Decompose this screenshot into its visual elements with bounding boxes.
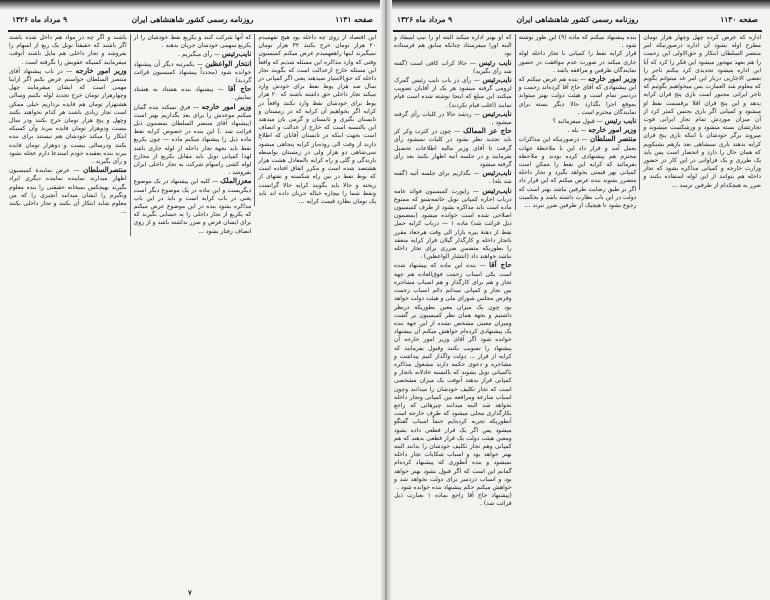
paragraph: [519, 75, 637, 117]
paragraph-text: که او بهتر اداره میکند البته او را تیپ لمیفاد و البته اورا میفرستاد چنانکه سابق هم فرستاده بود: [393, 34, 512, 58]
paragraph-text: (پیشنهاد حاج آقا راجع بماده ۱ بعبارت ذیل قرائت شد) .: [393, 492, 512, 508]
speaker-name: وزیر امور خارجه: [201, 101, 252, 111]
paragraph: [134, 34, 252, 50]
text-column: [391, 34, 515, 509]
columns: [391, 34, 764, 509]
paragraph-text: — بله .: [567, 127, 587, 135]
speaker-name: وزیر امور خارجه: [588, 74, 637, 84]
paragraph: [134, 60, 252, 86]
newspaper-title: روزنامه رسمی کشور شاهنشاهی ایران: [131, 15, 254, 24]
speaker-name: نایب‌رئیس: [482, 108, 512, 118]
text-column: [6, 34, 130, 216]
speaker-name: وزیر امور خارجه: [75, 65, 127, 75]
speaker-name: وزیر امور خارجه: [588, 125, 637, 135]
paragraph: [134, 103, 252, 178]
paragraph: [519, 50, 637, 75]
paragraph: [394, 76, 512, 110]
paragraph-text: این اقتصاد از روی چه داخله بود هیچ نفهمیدم ۲۰ هزار تومان خرج بکنند ۳۲ هزار تومان نمیگیرند اینها راهفهمیدم عرض میکنم کمیسیون وقتی که وارد مذاکره این مسئله شدیم که واقعاً این مسئله خارج ازعدالت است که بگویند تجار داخله که حق‌الامتیاز نمیدهند یعنی اگر کمپانی در سال صد هزار پوط نفط برای خودش وارد میکند تجار داخلی حق داشته باشند که ۲۰ هزار پوط برای خودشان نفط وارد بکنند واقعاً در کرایه اگر بخواهیم آن کرایه که در زمستان و تابستان بگیری و تابستان و گرمی بان میدهند این بالنسبه است که خارج از عدالت و انصاف است بجهت اینکه در تابستان آقایان که اطلاع دارند از وقت الی روده‌بار کرایه پنجاهی میشود سی‌شاهی دو هزار ولی در زمستان بواسطه بارندگی و گلی و راه کرایه بالمعادل هشت هزار هشتصد شده است و مکرر اتفاق افتاده است که پوط نفط در بین راه شکسته و نفتهای از ریخته و حالا باید بگویند کرایه حالا گرانست ونفط شما را بیچاره خیاله جریان داده اند باید یک تومان بطارد قیمت کرایه ...: [258, 34, 376, 206]
paragraph-text: — حالا کرات کافی است (گفته شد رأی بگیرید): [393, 59, 512, 75]
paragraph-text: — بگذاریم برای جلسه آتیه (گفته شد بله) .: [393, 170, 512, 186]
page-header: [393, 13, 762, 27]
paragraph: [134, 177, 252, 235]
speaker-name: انتخار الواعظین: [205, 58, 252, 68]
paragraph: [394, 34, 512, 59]
paragraph: [394, 261, 512, 492]
page-header: [8, 13, 377, 27]
page-number: صفحه ۱۱۳۱: [335, 15, 373, 24]
right-page: [385, 0, 770, 600]
paragraph-text: — ردشد حالا در کلیات رأی گرفته میشود .: [393, 110, 512, 127]
paragraph-text: بنده پیشنهاد میکنم که ماده (۹) این طور نوشته شود .: [518, 34, 637, 50]
speaker-name: نایب رئیس: [478, 57, 512, 67]
speaker-name: نایب رئیس: [604, 116, 637, 126]
speaker-name: منتصرالسلطان: [83, 165, 127, 175]
page-gutter: [380, 0, 392, 600]
paragraph: [519, 34, 637, 50]
page-footer-number: ۷: [188, 588, 192, 597]
paragraph-text: — در باب پیشنهاد آقای منتصر السلطان خواستم عرض بکنم اگر ازاینا مهمی است که ایشان میفرمایند چهل وچهارهزار تومان خرج تجدید لوله بکنیم وسالی هشتهزار تومان هم فایده برداریم خیلی ممکن است تجار زیادی باشند هر کدام بخواهند بکنند وچهل و پنج هزار تومان خرج بکنند ودر سال بیست ودوهزار تومان فایده ببرند وآن کسیکه ابتکار را میکند خودشان هم نیستند برای بنده بکنند ودرسالی بیست و دوهزار تومان فایده ببرند بنده بعقیده خودم استدعا دارم عجله نشود و رأی بگیرند .: [8, 67, 127, 166]
speaker-name: معززالملک: [220, 176, 252, 186]
issue-date: ۹ مرداد ماه ۱۳۲۶: [397, 15, 453, 24]
paragraph-text: — بنده هم عرض میکنم که این پیشنهادی که آقای حاج آقا کرده‌اند زحمت و دردسر تمام است و هیئت دولت بهتر میتواند بموقع اجرا بگذارد حالا دیگر بسته برای نمایندگان محترم است .: [518, 76, 637, 116]
speaker-name: حاج عز الممالک: [463, 126, 512, 136]
speaker-name: منتصر السلطان: [589, 134, 637, 144]
speaker-name: حاج آقا: [228, 84, 252, 94]
paragraph: [394, 59, 512, 76]
text-column: [515, 34, 640, 210]
paragraph-text: — رأی میگیریم .: [178, 51, 221, 59]
paragraph: [134, 85, 252, 102]
paragraph-text: که آنها شرکت کنند و یکربع نفط خودشان را از یکربع سهمی خودشان جریان بدهند .: [133, 34, 252, 50]
header-rule: [8, 30, 377, 32]
paragraph-text: — عرض نمایندهٔ کمیسیون اظهار میدارند نماینده نماینده دیگری ایراد بگیرند بهیچکس بمیخانه حقیقتی را بنده معلوم ونگیرم را ایشان میدانند آنچیزی را که من معلوم شاید ابتکار آن بکنند و تجار داخلی بکنند ...: [8, 167, 127, 216]
issue-date: ۹ مرداد ماه ۱۳۲۶: [12, 15, 68, 24]
speaker-name: نایب‌رئیس: [482, 168, 512, 178]
paragraph-text: — راپورت کمیسیون فوائد عامه درباب اجازه کمپانی نوبل خاتمه‌شنو که ممنوع ماده است باید مذاکره بشود از طرف کمیسیون اصلاحی شده است خوانده میشود (بمضمون ذیل قرائت شد) ماده ۱ — درباب کرایه حمل نفط از دهنهٔ بیره بازار الی وقت هرجعاد مقرر باتجار داخله و کارگذار گیلان قرار کرایه منعقد را بطوریکه متضمن ضرری برای تجار داخله نباشد خواهند داد (انتشار الواعظین) .: [393, 187, 512, 261]
scan-shadow: [0, 0, 385, 10]
text-column: [639, 34, 764, 190]
paragraph-text: — رأی در باب نایب رئیس گمرک لزومی گرفته میشود هر یک از آقایان تصویب میکنند این مبلغ که اینجا نوشته شده است قیام نمایند (اغلب قیام نکردند) .: [393, 77, 512, 109]
paragraph-text: — بنده این ماده که پیشنهاد شده است یکی اسباب زحمت فوق‌العاده هم جهة تجار و هم برای کارگذار و هم اسباب مشاجره بین تجار و کمپانی میدانم دائم اسباب زحمت وفرض مجلس شورای ملی و هیئت دولت خواهد بود چون یک میزان معین بطوریکه درنظر داشتیم و بجهة همان نظر کمیسیون بر گشت ومیزان معینی مشخص نشده از این جهة بنده یک پیشنهادی کرده‌ام خواهش میکنم آن پیشنهاد خوانده شود اگر آقای وزیر امور خارجه آن پیشنهاد را تصویب بکنند وقبول بفرمایند که کرایه از قرار ... دولت واگذار کنیم پیداشت و مشاجره و دعوی حکمه دارند مشغول مذاکره باکمپانی نوبل بشوند که بالنسبه عادلانه باتجار و کمپانی قرار بدهند آنوقت یک میزان مشخصی است که تجار تکلیف خودشان را میدانند وچون اسباب منازعه ومرافعه بین کمپانی وتجار داخله نخواهد شد البته میدانند چیزهائی که راجع بکارگذاری محلی میشود که طرف خارجه است آنطوریکه تجربه کرده‌ایم حتماً اسباب گفتگو میشود پس اگر یک قرار قطعی داده بشود ومعین هیئت دولت یک قرار قطعی بدهند که هم کمپانی وهم تجار تکلیف خودشان را بدانند البته بهتر خواهد بود و اسباب شکایات تجار داخله نمیشود و بنده آنطوری که پیشنهاد کرده‌ام گمانم این است که اگر قبول بشود بهتر خواهد بود و اسباب دردسر برای دولت نخواهد شد و خواهش میکنم حکم پیشنهاد بنده خوانده شود .: [393, 262, 512, 491]
paragraph: [394, 169, 512, 186]
header-rule: [393, 30, 762, 32]
paragraph-text: — درصورتیکه این مذاکرات بعمل آمد و قرار داد این با ملاحظهٔ جهات محترم هم پیشنهادی کرده بودند و ملاحظه بفرمائید که کرایه این نفط را ممکن است کمپانی بهر قیمتی بخواهد بگیرد و تجار داخله متضرر بشوند بنده عرض میکنم که این قرار داد اگر بر طبق رضایت طرفین نباشد بهتر است که دولت در این باب نظارت داشته باشد و بحکمیت رجوع بشود تا هیچیک از طرفین ضرر نبرند ...: [518, 136, 637, 210]
paragraph-text: باشند و اگر چه در مواد هم داخل شده باشند اگر باشند که حقیقتاً نوبل یک ربع از اسهام را بفروشد و تجار داخلی هم مایل باشند آنوقت میفرمایند کسیکه عقوبش را نگرفته است .: [8, 34, 127, 66]
paragraph-text: — پیشنهاد بنده هشتاد به هشتاد نمایش .: [133, 86, 252, 102]
paragraph: [9, 67, 127, 166]
paragraph-text: اداره که عرض کرده چهل وچهار هزار تومان مطرح اوله بشود آن اداره درصورتیکه امر منتصر السلطان ابتکار و حق‌الاولی این زحمت را هم بعهد مهجور میشود این فکر را کرد که آیا این اداره میشود تجدیدی کرد بیکنم تاجر را بعضی الاجاریی دربار این امر عد مبتوانم بگویم که معلوم شد العمارت بس میخواهیم بگوئیم که تاجر ایرانی مجبور است باری پنج قران کرایه بدهد و این پنج قران اقلا برقسمت نفط او میشود و کمپانی اگر باری بجنس کمتر کرد از آن میزان موردش تمام تجار ایرانی فوت تجارتشان بسته میشود و ورشکست میشوند و میروند برگر خودشان با اینکه باری پنج قران کرایه بدهند باری سیشاهی بعد بازهم بشیکوپم که همان حال را دارد و انحصار است پس باید یک طرزی و یک فراوانی در این کار در حضور وزارت خارجه و کمپانی مذاکره بشود که تجار داخله هم بتوانند از این لوله استفاده بکنند و ضرر به هیچکدام از طرفین نرسد ...: [643, 34, 761, 189]
speaker-name: نایب‌رئیس: [482, 75, 512, 85]
text-column: [130, 34, 255, 236]
paragraph: [394, 492, 512, 508]
paragraph: [9, 34, 127, 67]
paragraph-text: قرار کرایه نفط را کمپانی با تجار داخله لوله جاری میکند در صورت عدم موافقت در حضور نمایندگان طرفین و مرافقه باشد .: [518, 50, 637, 74]
paragraph-text: — چون در کثرت وکر کر باید تجدید نظر بشود در کلیات نمیشود رأی گرفت تا آقای وزیر مالیه اطلاعات تحصیل بفرمایند و در جلسه آتیه اظهار بکنند بعد رأی گرفته میشود: [393, 128, 512, 169]
speaker-name: نایب‌رئیس: [482, 185, 512, 195]
paragraph-text: — قبول میفرمائید ؟: [552, 118, 603, 126]
text-column: [254, 34, 379, 206]
paragraph: [258, 34, 376, 206]
speaker-name: نایب‌رئیس: [222, 49, 252, 59]
paragraph-text: — یکمرتبه دیگر آن پیشنهاد خوانده شود (مجدداً پیشنهاد کمیسیون قرائت گردید): [133, 60, 252, 85]
paragraph: [394, 127, 512, 169]
paragraph: [394, 187, 512, 262]
columns: [6, 34, 379, 236]
newspaper-title: روزنامه رسمی کشور شاهنشاهی ایران: [516, 15, 639, 24]
page-number: صفحه ۱۱۳۰: [720, 15, 758, 24]
paragraph: [519, 135, 637, 210]
paragraph-text: — کلیه این پیشنهاد در یک موضوع دیگریست و این ماده در یک موضوع دیگر است یعنی در باب کرایه است و باید در این باب مذاکره بشود بنده در این موضوع عرض میکنم که یکربع از تجار داخلی را به حسابی بگیرند که برای ایشان فرض و ضرر نداشته باشد و از روی انصاف رفتار بشود ...: [133, 178, 252, 235]
paragraph-text: — فرق نمیکند بنده گمان میکنم موعدش را برای بعد بگذاریم بهتر است (پیشنهاد آقای منتصر السلطان بمضمون ذیل قرائت شد .) این بنده در خصوص کرایه نفط ماده ذیل را پیشنهاد میکنم ماده — چون یکربع نفط باید بجهة تجار داخله از لوله جاری باشد لهذا کمپانی نوبل باید مقابل یکربع از مخارج لوله کشی راسهام شرکت به تجار داخلی ایران بفروشد .: [133, 103, 252, 177]
speaker-name: حاج آقا: [489, 260, 512, 270]
paragraph: [394, 110, 512, 127]
scan-shadow: [385, 0, 770, 10]
paragraph: [643, 34, 761, 190]
paragraph: [9, 166, 127, 216]
